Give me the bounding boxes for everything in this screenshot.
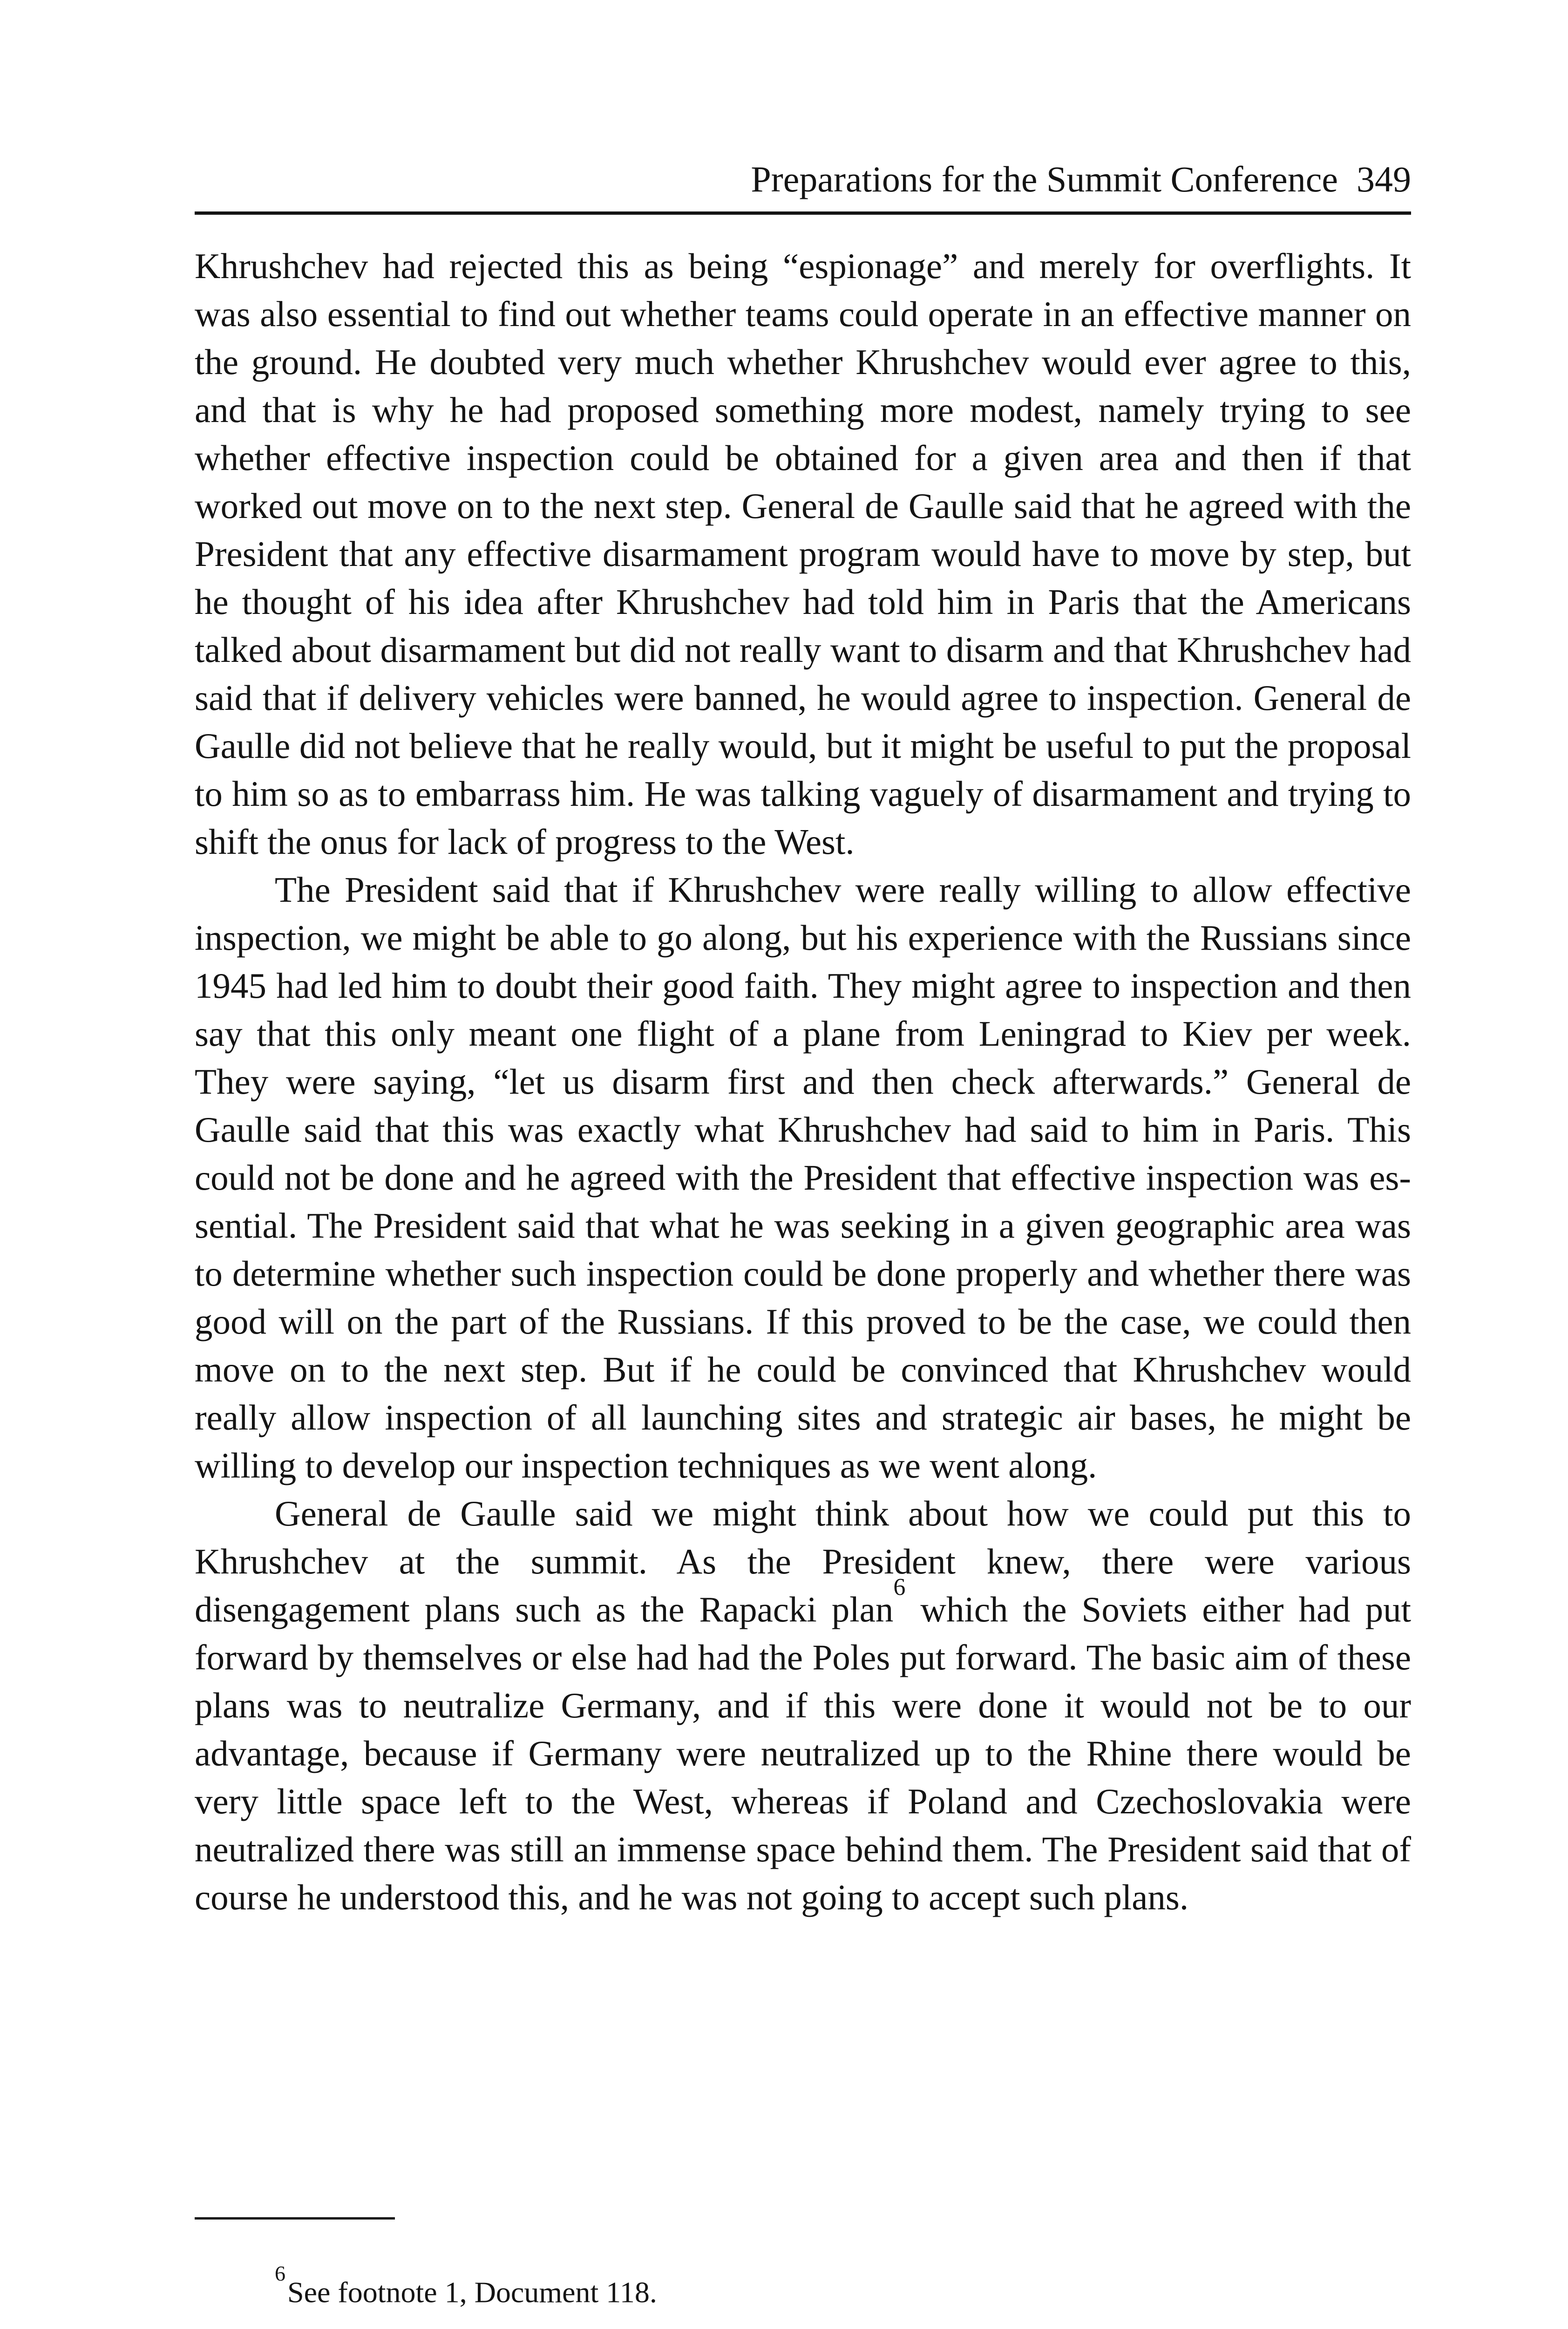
header-rule [195,211,1411,215]
page-number: 349 [1357,159,1411,199]
footnote-mark: 6 [275,2261,285,2285]
paragraph-2: The President said that if Khrushchev were really willing to allow effective inspection, we might be able to go along, but his experience with the Russians since 1945 had led him to doubt their good faith. They might agree to inspection and then say that this only meant one flight of a plane from Leningrad to Kiev per week. They were saying, “let us disarm first and then check afterwards.” General de Gaulle said that this was exactly what Khrushchev had said to him in Paris. This could not be done and he agreed with the President that effective inspection was essential. The President said that what he was seeking in a given geographic area was to determine whether such inspection could be done properly and whether there was good will on the part of the Russians. If this proved to be the case, we could then move on to the next step. But if he could be convinced that Khrushchev would really allow inspection of all launching sites and strategic air bases, he might be willing to develop our inspection techniques as we went along. [195,870,1411,1485]
footnote-reference: 6 [893,1574,906,1601]
paragraph-1: Khrushchev had rejected this as being “espionage” and merely for overflights. It was also essential to find out whether teams could operate in an effective manner on the ground. He doubted very much whether Khrushchev would ever agree to this, and that is why he had proposed something more modest, namely trying to see whether effective inspection could be obtained for a given area and then if that worked out move on to the next step. General de Gaulle said that he agreed with the President that any effective disarmament program would have to move by step, but he thought of his idea after Khrushchev had told him in Paris that the Americans talked about disarmament but did not really want to disarm and that Khrushchev had said that if delivery vehicles were banned, he would agree to inspection. General de Gaulle did not believe that he really would, but it might be useful to put the proposal to him so as to embarrass him. He was talking vaguely of disarmament and trying to shift the onus for lack of progress to the West. [195,246,1411,862]
footnote [275,2261,1392,2313]
footnote-text: See footnote 1, Document 118. [287,2275,657,2309]
paragraph-3-text-b: which the Soviets either had put forward by themselves or else had had the Poles put forward. The basic aim of these plans was to neutralize Germany, and if this were done it would not be to our advantage, because if Germany were neutralized up to the Rhine there would be very little space left to the West, whereas if Poland and Czechoslovakia were neutralized there was still an immense space behind them. The President said that of course he understood this, and he was not going to accept such plans. [195,1589,1411,1917]
document-page [195,0,1411,2329]
body-text [195,242,1411,1921]
running-head [195,154,1411,205]
paragraph-3 [195,1490,1411,1921]
running-title: Preparations for the Summit Conference [751,159,1338,199]
footnote-rule [195,2217,395,2220]
paragraph-3-text-a: General de Gaulle said we might think about how we could put this to Khrushchev at the summit. As the President knew, there were various disengagement plans such as the Rapacki plan [195,1493,1411,1629]
